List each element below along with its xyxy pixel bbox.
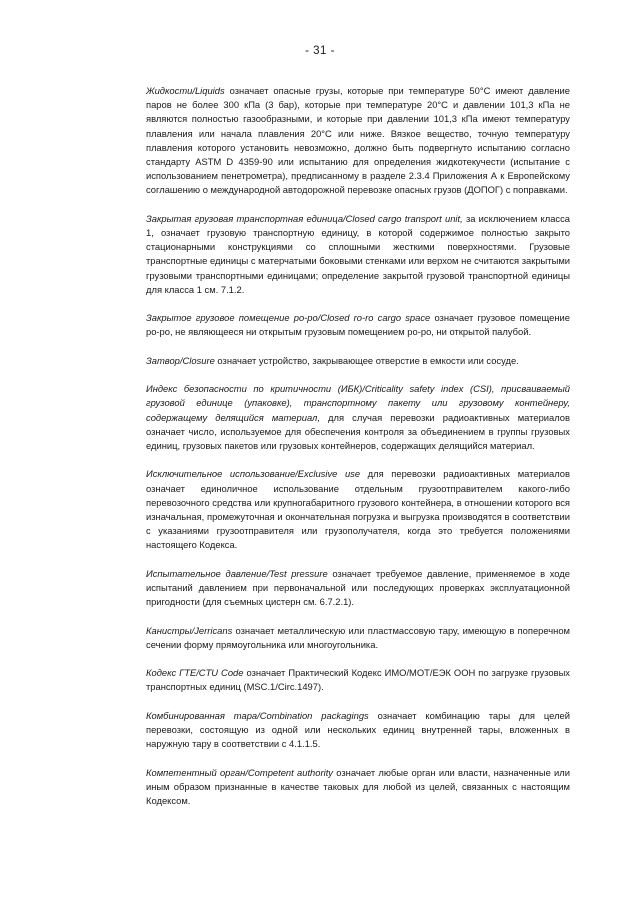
definition-ctu-code: [146, 666, 570, 694]
definition-combination-packagings: [146, 709, 570, 752]
definition-text: для случая перевозки радиоактивных материалов означает число, используемое для обеспечения контроля за объединением в группы грузовых единиц, грузовых пакетов или грузовых контейнеров, содержащих делящийся материал.: [146, 411, 571, 452]
definition-term: Индекс безопасности по критичности (ИБК)/Criticality safety index (CSI), присваиваемый грузовой единице (упаковке), транспортному пакету или грузовому контейнеру, содержащему делящийся материал,: [146, 383, 570, 423]
page-number: - 31 -: [305, 45, 335, 57]
definition-criticality-safety-index: [146, 382, 570, 453]
definition-term: Комбинированная тара/Combination packagings: [146, 709, 369, 721]
definition-term: Исключительное использование/Exclusive use: [146, 468, 361, 480]
definition-text: означает устройство, закрывающее отверстие в емкости или сосуде.: [214, 354, 519, 366]
definition-liquids: [146, 84, 570, 198]
definitions-list: [146, 84, 570, 822]
definition-jerricans: [146, 624, 570, 652]
definition-term: Кодекс ГТЕ/CTU Code: [146, 667, 244, 679]
definition-text: означает грузовое помещение ро-ро, не являющееся ни открытым грузовым помещением ро-ро, ни открытой палубой.: [146, 312, 570, 338]
definition-text: означает любые орган или власти, назначенные или иным образом признанные в качестве таковых для любой из целей, связанных с настоящим Кодексом.: [146, 766, 570, 806]
definition-term: Затвор/Closure: [146, 354, 215, 366]
definition-text: означает Практический Кодекс ИМО/МОТ/ЕЭК ООН по загрузке грузовых транспортных единиц (MSC.1/Circ.1497).: [146, 667, 570, 693]
definition-term: Закрытая грузовая транспортная единица/Closed cargo transport unit,: [146, 212, 463, 224]
definition-term: Компетентный орган/Competent authority: [146, 766, 333, 778]
definition-text: для перевозки радиоактивных материалов означает единоличное использование отдельным грузоотправителем какого-либо перевозочного средства или крупногабаритного грузового контейнера, в отношении которого вся изначальная, промежуточная и окончательная погрузка и выгрузка производятся в соответствии с указаниями грузоотправителя или грузополучателя, когда это требуется положениями настоящего Кодекса.: [146, 468, 570, 551]
definition-competent-authority: [146, 766, 570, 809]
definition-term: Испытательное давление/Test pressure: [146, 567, 328, 579]
definition-text: означает металлическую или пластмассовую тару, имеющую в поперечном сечении форму прямоугольника или многоугольника.: [146, 624, 570, 650]
definition-text: означает требуемое давление, применяемое в ходе испытаний давлением при первоначальной или последующих проверках эксплуатационной пригодности (для съемных цистерн см. 6.7.2.1).: [146, 567, 570, 608]
definition-closed-cargo-transport-unit: [146, 212, 570, 297]
definition-closure: [146, 354, 570, 368]
definition-exclusive-use: [146, 467, 570, 552]
definition-text: за исключением класса 1, означает грузовую транспортную единицу, в которой содержимое полностью закрыто стационарными конструкциями со сплошными жесткими поверхностями. Грузовые транспортные единицы с матерчатыми боковыми стенками или верхом не считаются закрытыми грузовыми транспортными единицами; определение закрытой грузовой транспортной единицы для класса 1 см. 7.1.2.: [146, 212, 570, 295]
definition-text: означает комбинацию тары для целей перевозки, состоящую из одной или нескольких единиц внутренней тары, вложенных в наружную тару в соответствии с 4.1.1.5.: [146, 709, 571, 750]
definition-test-pressure: [146, 567, 570, 610]
definition-term: Закрытое грузовое помещение ро-ро/Closed ro-ro cargo space: [146, 312, 431, 324]
definition-term: Жидкости/Liquids: [146, 85, 225, 96]
definition-term: Канистры/Jerricans: [146, 624, 233, 636]
definition-closed-ro-ro-cargo-space: [146, 311, 570, 339]
definition-text: означает опасные грузы, которые при температуре 50°C имеют давление паров не более 300 кПа (3 бар), которые при температуре 20°C и давлении 101,3 кПа не являются полностью газообразными, и которые при давлении 101,3 кПа имеют температуру плавления или начала плавления 20°C или ниже. Вязкое вещество, точную температуру плавления которого установить невозможно, должно быть подвергнуто испытанию согласно стандарту ASTM D 4359-90 или испытанию для определения жидкотекучести (испытание с использованием пенетрометра), предписанному в разделе 2.3.4 Приложения А к Европейскому соглашению о международной автодорожной перевозке опасных грузов (ДОПОГ) с поправками.: [146, 85, 570, 196]
